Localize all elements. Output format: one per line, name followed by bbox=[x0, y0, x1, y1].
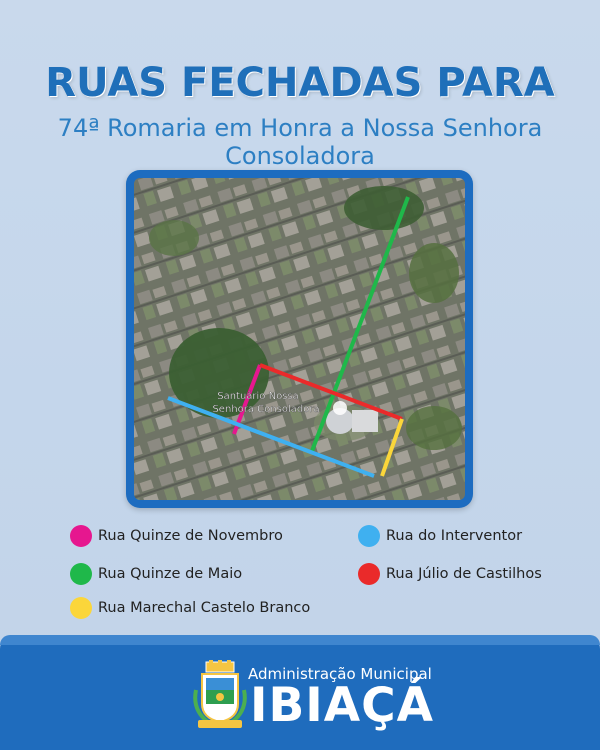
page-subtitle bbox=[0, 114, 600, 170]
legend-label: Rua Marechal Castelo Branco bbox=[98, 600, 311, 616]
city-name: IBIAÇÁ bbox=[250, 678, 435, 733]
map-label-line-1: Santuário Nossa bbox=[217, 391, 299, 402]
legend-item-marechal-castelo-branco bbox=[70, 597, 310, 619]
legend-item-quinze-de-novembro bbox=[70, 525, 283, 547]
green-dot-icon bbox=[70, 563, 92, 585]
legend-label: Rua Júlio de Castilhos bbox=[386, 566, 542, 582]
page-title: RUAS FECHADAS PARA bbox=[45, 60, 555, 106]
map-label-line-2: Senhora Consoladora bbox=[212, 404, 320, 415]
municipal-crest-icon bbox=[192, 660, 248, 732]
subtitle-line-2: Consoladora bbox=[225, 142, 375, 170]
map-graphic bbox=[134, 178, 465, 500]
legend-label: Rua Quinze de Maio bbox=[98, 566, 243, 582]
yellow-dot-icon bbox=[70, 597, 92, 619]
pink-dot-icon bbox=[70, 525, 92, 547]
satellite-map bbox=[134, 178, 465, 500]
blue-dot-icon bbox=[358, 525, 380, 547]
footer-accent bbox=[0, 635, 600, 645]
legend-item-interventor bbox=[358, 525, 522, 547]
legend-label: Rua do Interventor bbox=[386, 528, 523, 544]
map-frame bbox=[126, 170, 473, 508]
legend-item-julio-de-castilhos bbox=[358, 563, 542, 585]
subtitle-line-1: 74ª Romaria em Honra a Nossa Senhora bbox=[57, 114, 543, 142]
red-dot-icon bbox=[358, 563, 380, 585]
legend-item-quinze-de-maio bbox=[70, 563, 242, 585]
legend-label: Rua Quinze de Novembro bbox=[98, 528, 283, 544]
admin-label: Administração Municipal bbox=[248, 665, 432, 683]
